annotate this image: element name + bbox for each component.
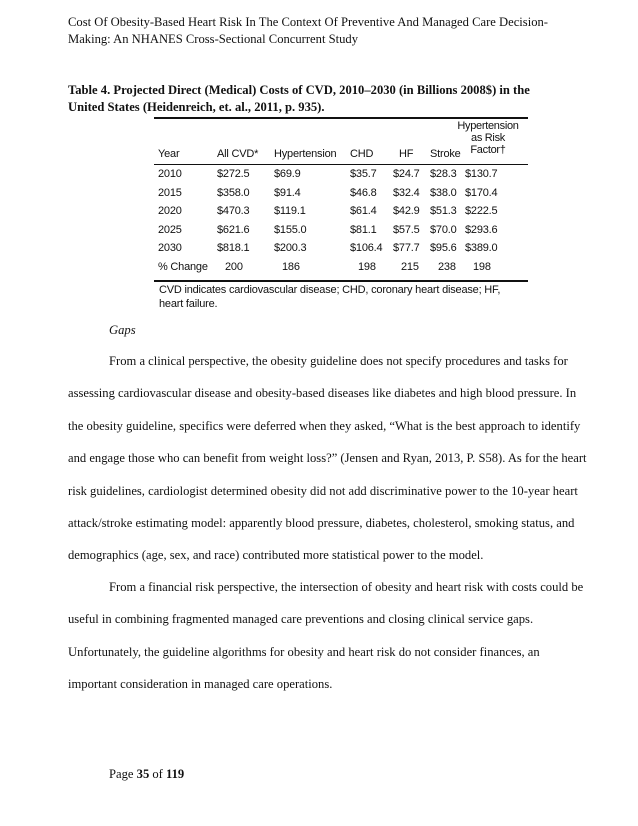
cell-chd: 198: [358, 261, 376, 273]
cell-hf: $32.4: [393, 186, 420, 199]
footer-page-number: 35: [136, 767, 150, 781]
cell-year: 2025: [158, 223, 182, 236]
cell-all-cvd: $272.5: [217, 168, 250, 180]
table-note: [159, 283, 539, 311]
table-caption-line-2: United States (Heidenreich, et. al., 2011, p. 935).: [68, 100, 325, 114]
running-header: [68, 14, 588, 48]
cell-hypertension-risk: $170.4: [465, 186, 498, 199]
cell-chd: $61.4: [350, 205, 377, 218]
table-top-rule: [154, 117, 528, 119]
footer-page-total: 119: [166, 767, 185, 781]
cell-hypertension-risk: $389.0: [465, 242, 498, 255]
cell-hypertension: $91.4: [274, 186, 301, 199]
cell-hf: $24.7: [393, 168, 420, 180]
footer-prefix: Page: [109, 767, 137, 781]
header-hypertension-risk-line-1: Hypertension: [457, 120, 519, 132]
cell-year: 2030: [158, 242, 182, 255]
cell-hypertension-risk: $130.7: [465, 168, 498, 180]
header-hypertension-risk-line-3: Factor†: [470, 144, 506, 156]
page-footer: [109, 767, 184, 782]
header-hypertension-risk-line-2: as Risk: [471, 132, 505, 144]
header-year: Year: [158, 148, 180, 160]
section-heading: Gaps: [109, 323, 136, 337]
cell-year: 2020: [158, 205, 182, 218]
cell-stroke: $70.0: [430, 223, 457, 236]
running-header-line-1: Cost Of Obesity-Based Heart Risk In The Context Of Preventive And Managed Care Decision-: [68, 15, 548, 29]
cell-hf: $57.5: [393, 223, 420, 236]
cell-hypertension: $69.9: [274, 168, 301, 180]
cell-hypertension: $200.3: [274, 242, 307, 255]
cell-all-cvd: $470.3: [217, 205, 250, 218]
header-hypertension: Hypertension: [274, 148, 337, 160]
cell-year: % Change: [158, 261, 208, 273]
cell-hypertension-risk: $222.5: [465, 205, 498, 218]
header-all-cvd: All CVD*: [217, 148, 259, 160]
cell-hypertension: $119.1: [274, 205, 306, 218]
table-header-rule: [154, 164, 528, 165]
cell-stroke: $95.6: [430, 242, 457, 255]
cell-all-cvd: $621.6: [217, 223, 250, 236]
cell-stroke: $51.3: [430, 205, 457, 218]
table-caption-line-1: Table 4. Projected Direct (Medical) Costs of CVD, 2010–2030 (in Billions 2008$) in the: [68, 83, 530, 97]
cell-year: 2015: [158, 186, 182, 199]
footer-middle: of: [149, 767, 167, 781]
cell-chd: $46.8: [350, 186, 377, 199]
cell-stroke: $38.0: [430, 186, 457, 199]
table-bottom-rule: [154, 280, 528, 282]
cell-chd: $35.7: [350, 168, 377, 180]
header-chd: CHD: [350, 148, 374, 160]
cell-hypertension: 186: [282, 261, 300, 273]
cell-hf: 215: [401, 261, 419, 273]
header-stroke: Stroke: [430, 148, 461, 160]
cell-chd: $81.1: [350, 223, 377, 236]
cell-year: 2010: [158, 168, 182, 180]
cell-all-cvd: $358.0: [217, 186, 250, 199]
cell-hypertension-risk: 198: [473, 261, 491, 273]
table-note-line-2: heart failure.: [159, 298, 218, 310]
cell-stroke: $28.3: [430, 168, 457, 180]
table-note-line-1: CVD indicates cardiovascular disease; CHD, coronary heart disease; HF,: [159, 284, 501, 296]
cell-hf: $77.7: [393, 242, 420, 255]
cell-stroke: 238: [438, 261, 456, 273]
cell-all-cvd: $818.1: [217, 242, 250, 255]
cell-hypertension-risk: $293.6: [465, 223, 498, 236]
table-caption: [68, 82, 588, 116]
cell-chd: $106.4: [350, 242, 383, 255]
cell-hf: $42.9: [393, 205, 420, 218]
paragraph-2: From a financial risk perspective, the intersection of obesity and heart risk with costs could be useful in combining fragmented managed care preventions and closing clinical service gaps. Unfortunately, the guideline algorithms for obesity and heart risk do not consider finances, an important consideration in managed care operations.: [68, 580, 584, 692]
header-hypertension-risk: [450, 120, 526, 156]
paragraph-1: From a clinical perspective, the obesity guideline does not specify procedures and tasks for assessing cardiovascular disease and obesity-based diseases like diabetes and high blood pressure. In the obesity guideline, specifics were deferred when they asked, “What is the best approach to identify and engage those who can benefit from weight loss?” (Jensen and Ryan, 2013, P. S58). As for the heart risk guidelines, cardiologist determined obesity did not add discriminative power to the 10-year heart attack/stroke estimating model: apparently blood pressure, diabetes, cholesterol, smoking status, and demographics (age, sex, and race) contributed more statistical power to the model.: [68, 354, 587, 563]
running-header-line-2: Making: An NHANES Cross-Sectional Concurrent Study: [68, 32, 358, 46]
cell-hypertension: $155.0: [274, 223, 307, 236]
header-hf: HF: [399, 148, 414, 160]
cell-all-cvd: 200: [225, 261, 243, 273]
